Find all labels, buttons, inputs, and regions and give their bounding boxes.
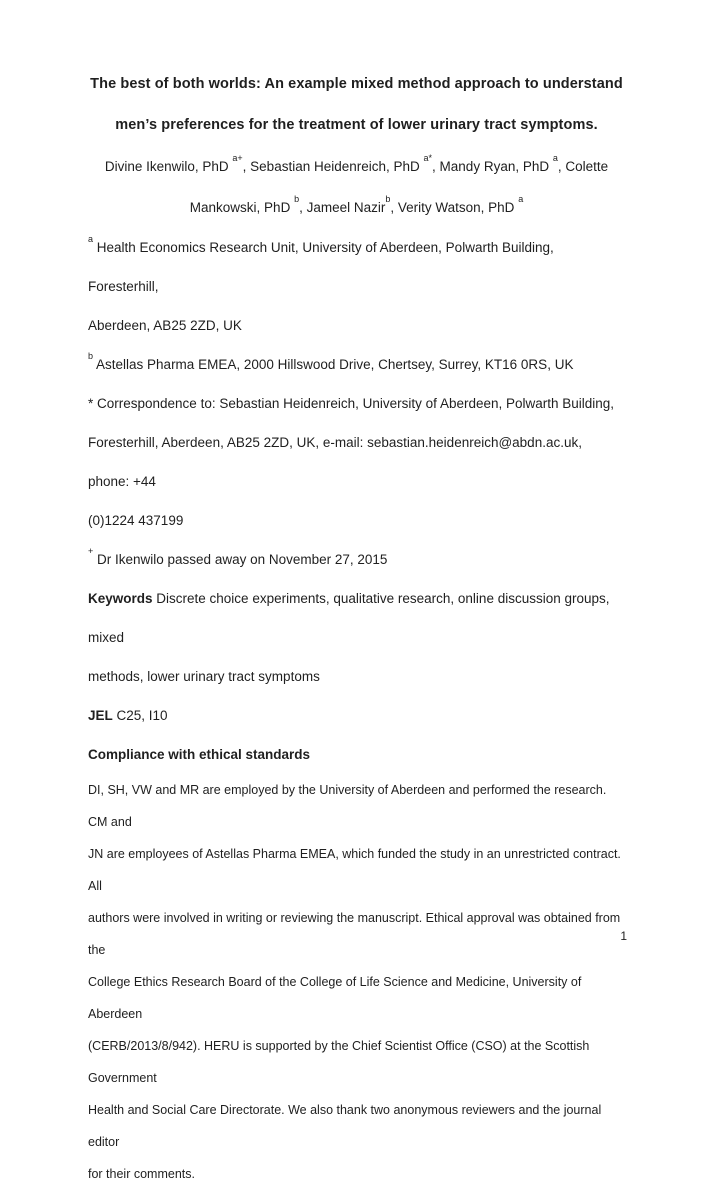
compliance-line: (CERB/2013/8/942). HERU is supported by the Chief Scientist Office (CSO) at the Scottish Government [88, 1039, 590, 1085]
affiliation-b-text: Astellas Pharma EMEA, 2000 Hillswood Drive, Chertsey, Surrey, KT16 0RS, UK [93, 357, 574, 372]
author-segment: Mankowski, PhD [189, 200, 295, 215]
affiliation-a-line-1: Health Economics Research Unit, University of Aberdeen, Polwarth Building, Foresterhill, [88, 240, 554, 294]
author-segment: , Colette [557, 159, 609, 174]
jel-text: C25, I10 [112, 708, 168, 723]
affiliation-b-marker: b [88, 350, 94, 361]
compliance-line: College Ethics Research Board of the College of Life Science and Medicine, University of Aberdeen [88, 975, 582, 1021]
author-affiliation-marker: b [385, 193, 391, 204]
author-affiliation-marker: a+ [232, 152, 243, 163]
deceased-note [88, 540, 625, 579]
affiliation-b [88, 345, 625, 384]
compliance-line: authors were involved in writing or reviewing the manuscript. Ethical approval was obtained from the [88, 911, 621, 957]
compliance-heading: Compliance with ethical standards [88, 747, 311, 762]
author-segment: Divine Ikenwilo, PhD [104, 159, 233, 174]
author-segment: , Jameel Nazir [299, 200, 386, 215]
keywords-line-2: methods, lower urinary tract symptoms [88, 669, 320, 684]
author-list [88, 146, 625, 228]
deceased-note-text: Dr Ikenwilo passed away on November 27, 2015 [93, 552, 388, 567]
correspondence-note [88, 384, 625, 540]
jel-label: JEL [88, 708, 113, 723]
correspondence-line-1: * Correspondence to: Sebastian Heidenreich, University of Aberdeen, Polwarth Building, [88, 396, 615, 411]
paper-title [88, 64, 625, 146]
author-affiliation-marker: a [518, 193, 524, 204]
paper-title-line-2: men’s preferences for the treatment of lower urinary tract symptoms. [115, 117, 598, 133]
deceased-note-marker: + [88, 545, 94, 556]
compliance-line: Health and Social Care Directorate. We also thank two anonymous reviewers and the journal editor [88, 1103, 602, 1149]
jel-codes [88, 696, 625, 735]
correspondence-line-3: (0)1224 437199 [88, 513, 184, 528]
page-number: 1 [620, 929, 627, 943]
compliance-line: JN are employees of Astellas Pharma EMEA, which funded the study in an unrestricted contract. All [88, 847, 621, 893]
affiliation-a-line-2: Aberdeen, AB25 2ZD, UK [88, 318, 242, 333]
paper-title-line-1: The best of both worlds: An example mixed method approach to understand [90, 76, 623, 92]
correspondence-line-2: Foresterhill, Aberdeen, AB25 2ZD, UK, e-mail: sebastian.heidenreich@abdn.ac.uk, phone: +44 [88, 435, 582, 489]
author-affiliation-marker: a* [423, 152, 433, 163]
compliance-paragraph [88, 774, 625, 1190]
keywords [88, 579, 625, 696]
author-segment: , Sebastian Heidenreich, PhD [242, 159, 424, 174]
author-affiliation-marker: b [294, 193, 300, 204]
keywords-line-1: Discrete choice experiments, qualitative research, online discussion groups, mixed [88, 591, 610, 645]
compliance-line: DI, SH, VW and MR are employed by the University of Aberdeen and performed the research. CM and [88, 783, 607, 829]
author-affiliation-marker: a [552, 152, 558, 163]
keywords-label: Keywords [88, 591, 153, 606]
affiliation-a [88, 228, 625, 345]
author-segment: , Verity Watson, PhD [390, 200, 519, 215]
compliance-line: for their comments. [88, 1167, 195, 1181]
affiliation-a-marker: a [88, 233, 94, 244]
author-segment: , Mandy Ryan, PhD [432, 159, 553, 174]
